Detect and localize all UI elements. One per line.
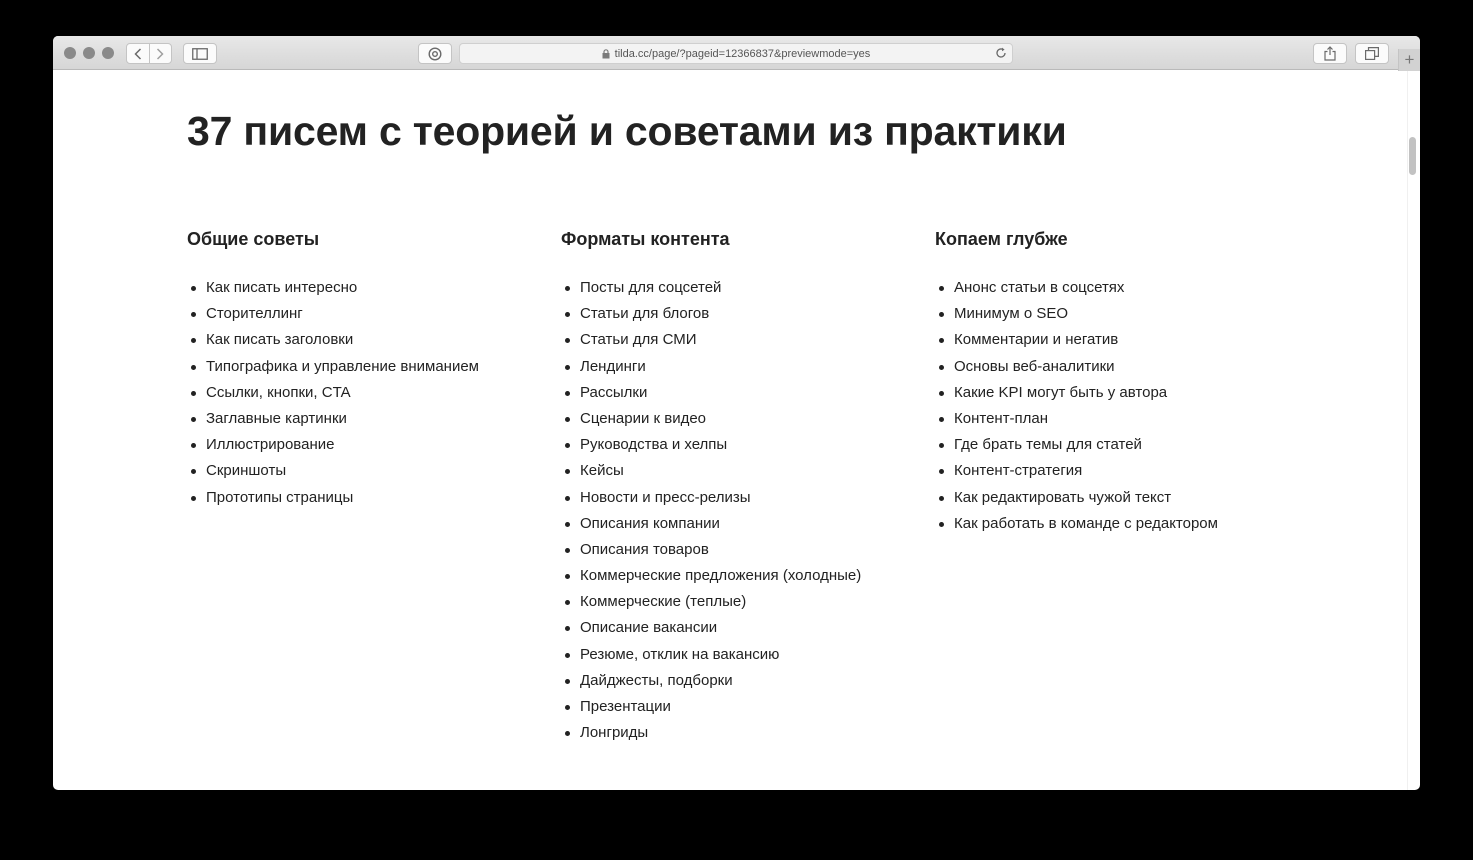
topic-list bbox=[935, 278, 1295, 540]
forward-button[interactable] bbox=[149, 44, 172, 63]
list-item: Сторителлинг bbox=[187, 304, 547, 330]
share-button[interactable] bbox=[1313, 43, 1347, 64]
back-button[interactable] bbox=[127, 44, 149, 63]
sidebar-icon bbox=[192, 48, 208, 60]
tabs-icon bbox=[1365, 47, 1379, 60]
list-item: Посты для соцсетей bbox=[561, 278, 921, 304]
chevron-right-icon bbox=[156, 48, 164, 60]
list-item: Иллюстрирование bbox=[187, 435, 547, 461]
list-item: Как писать интересно bbox=[187, 278, 547, 304]
sidebar-toggle-button[interactable] bbox=[183, 43, 217, 64]
new-tab-button[interactable]: + bbox=[1398, 49, 1420, 71]
list-item: Где брать темы для статей bbox=[935, 435, 1295, 461]
column-heading: Форматы контента bbox=[561, 229, 730, 249]
list-item: Описания товаров bbox=[561, 540, 921, 566]
list-item: Комментарии и негатив bbox=[935, 330, 1295, 356]
list-item: Лонгриды bbox=[561, 723, 921, 749]
lock-icon bbox=[602, 49, 610, 59]
privacy-report-button[interactable] bbox=[418, 43, 452, 64]
list-item: Заглавные картинки bbox=[187, 409, 547, 435]
list-item: Руководства и хелпы bbox=[561, 435, 921, 461]
list-item: Описания компании bbox=[561, 514, 921, 540]
minimize-window-button[interactable] bbox=[83, 47, 95, 59]
list-item: Сценарии к видео bbox=[561, 409, 921, 435]
list-item: Как писать заголовки bbox=[187, 330, 547, 356]
column-heading: Копаем глубже bbox=[935, 229, 1068, 249]
list-item: Основы веб-аналитики bbox=[935, 357, 1295, 383]
list-item: Скриншоты bbox=[187, 461, 547, 487]
list-item: Статьи для блогов bbox=[561, 304, 921, 330]
chevron-left-icon bbox=[134, 48, 142, 60]
page-title: 37 писем с теорией и советами из практики bbox=[187, 108, 1067, 154]
list-item: Дайджесты, подборки bbox=[561, 671, 921, 697]
list-item: Описание вакансии bbox=[561, 618, 921, 644]
list-item: Как работать в команде с редактором bbox=[935, 514, 1295, 540]
list-item: Статьи для СМИ bbox=[561, 330, 921, 356]
scrollbar-track[interactable] bbox=[1407, 71, 1420, 790]
topic-list bbox=[561, 278, 921, 749]
list-item: Коммерческие (теплые) bbox=[561, 592, 921, 618]
show-tabs-button[interactable] bbox=[1355, 43, 1389, 64]
close-window-button[interactable] bbox=[64, 47, 76, 59]
column-general-tips bbox=[187, 227, 547, 514]
list-item: Контент-стратегия bbox=[935, 461, 1295, 487]
navigation-buttons bbox=[126, 43, 172, 64]
list-item: Кейсы bbox=[561, 461, 921, 487]
url-text: tilda.cc/page/?pageid=12366837&previewmode=yes bbox=[614, 47, 871, 60]
address-bar[interactable] bbox=[459, 43, 1013, 64]
list-item: Ссылки, кнопки, CTA bbox=[187, 383, 547, 409]
list-item: Типографика и управление вниманием bbox=[187, 357, 547, 383]
list-item: Анонс статьи в соцсетях bbox=[935, 278, 1295, 304]
list-item: Новости и пресс-релизы bbox=[561, 488, 921, 514]
shield-icon bbox=[428, 47, 442, 61]
column-heading: Общие советы bbox=[187, 229, 320, 249]
zoom-window-button[interactable] bbox=[102, 47, 114, 59]
list-item: Коммерческие предложения (холодные) bbox=[561, 566, 921, 592]
list-item: Резюме, отклик на вакансию bbox=[561, 645, 921, 671]
list-item: Лендинги bbox=[561, 357, 921, 383]
column-dig-deeper bbox=[935, 227, 1295, 540]
topic-list bbox=[187, 278, 547, 514]
scrollbar-thumb[interactable] bbox=[1409, 137, 1416, 175]
browser-window bbox=[53, 36, 1420, 790]
column-content-formats bbox=[561, 227, 921, 749]
list-item: Прототипы страницы bbox=[187, 488, 547, 514]
browser-toolbar bbox=[53, 36, 1420, 70]
list-item: Какие KPI могут быть у автора bbox=[935, 383, 1295, 409]
list-item: Рассылки bbox=[561, 383, 921, 409]
list-item: Презентации bbox=[561, 697, 921, 723]
list-item: Минимум о SEO bbox=[935, 304, 1295, 330]
share-icon bbox=[1324, 46, 1336, 61]
list-item: Контент-план bbox=[935, 409, 1295, 435]
list-item: Как редактировать чужой текст bbox=[935, 488, 1295, 514]
reload-icon[interactable] bbox=[995, 47, 1007, 62]
